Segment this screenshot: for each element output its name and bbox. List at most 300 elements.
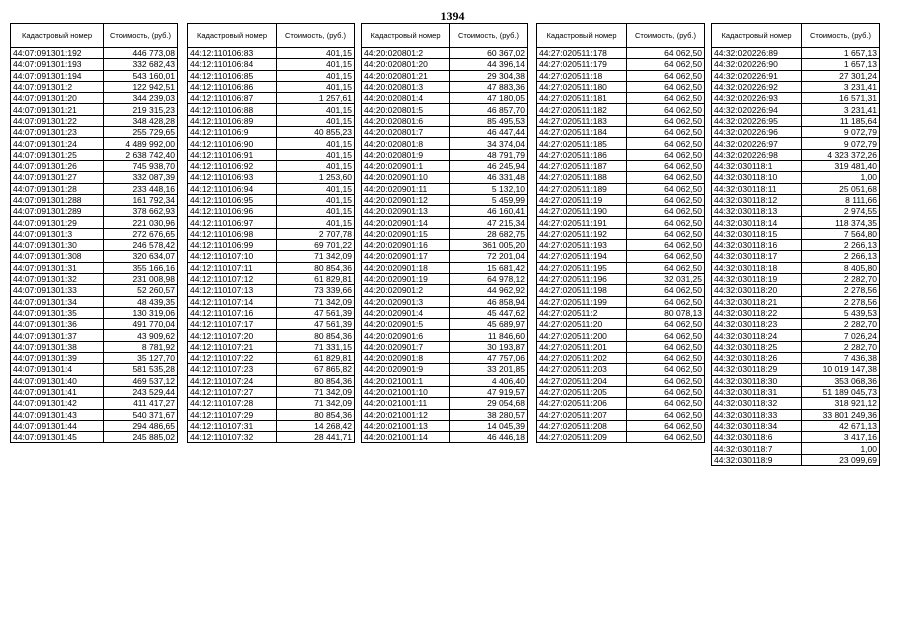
cadastral-number-cell: 44:07:091301:35 [11, 307, 104, 318]
cadastral-number-cell: 44:32:020226:97 [712, 138, 802, 149]
cost-cell: 28 441,71 [277, 432, 355, 443]
cost-cell: 45 447,62 [450, 307, 528, 318]
table-row [712, 172, 880, 183]
table-row [712, 307, 880, 318]
table-row [712, 296, 880, 307]
column-header-number: Кадастровый номер [11, 24, 104, 48]
cadastral-number-cell: 44:12:110106:86 [188, 81, 277, 92]
table-row [11, 138, 178, 149]
cadastral-number-cell: 44:12:110106:84 [188, 59, 277, 70]
cadastral-number-cell: 44:27:020511:193 [537, 240, 627, 251]
cadastral-number-cell: 44:20:021001:14 [362, 432, 450, 443]
cadastral-number-cell: 44:20:020801:7 [362, 127, 450, 138]
cost-cell: 47 561,39 [277, 307, 355, 318]
cost-cell: 401,15 [277, 59, 355, 70]
cost-cell: 231 008,98 [104, 273, 178, 284]
table-row [537, 375, 705, 386]
cadastral-number-cell: 44:20:020801:20 [362, 59, 450, 70]
cost-cell: 43 909,62 [104, 330, 178, 341]
cost-cell: 64 062,50 [627, 341, 705, 352]
cadastral-number-cell: 44:12:110106:91 [188, 149, 277, 160]
cadastral-number-cell: 44:12:110106:89 [188, 115, 277, 126]
cadastral-number-cell: 44:07:091301:34 [11, 296, 104, 307]
cost-cell: 5 132,10 [450, 183, 528, 194]
cost-cell: 46 331,48 [450, 172, 528, 183]
cadastral-number-cell: 44:32:030118:16 [712, 240, 802, 251]
cadastral-number-cell: 44:27:020511:183 [537, 115, 627, 126]
cadastral-number-cell: 44:12:110107:23 [188, 364, 277, 375]
table-row [712, 319, 880, 330]
cadastral-number-cell: 44:12:110106:90 [188, 138, 277, 149]
cost-cell: 10 019 147,38 [802, 364, 880, 375]
cost-cell: 543 160,01 [104, 70, 178, 81]
table-row [712, 251, 880, 262]
cadastral-number-cell: 44:27:020511:207 [537, 409, 627, 420]
cadastral-number-cell: 44:32:030118:33 [712, 409, 802, 420]
cost-cell: 69 701,22 [277, 240, 355, 251]
cost-cell: 446 773,08 [104, 48, 178, 59]
table-row [712, 48, 880, 59]
table-row [362, 194, 528, 205]
table-row [188, 240, 355, 251]
cadastral-number-cell: 44:32:020226:91 [712, 70, 802, 81]
cost-cell: 122 942,51 [104, 81, 178, 92]
cost-cell: 2 282,70 [802, 341, 880, 352]
cadastral-number-cell: 44:27:020511:209 [537, 432, 627, 443]
cost-cell: 5 459,99 [450, 194, 528, 205]
cadastral-number-cell: 44:07:091301:28 [11, 183, 104, 194]
table-row [188, 398, 355, 409]
table-row [11, 432, 178, 443]
cadastral-number-cell: 44:32:020226:94 [712, 104, 802, 115]
cadastral-number-cell: 44:07:091301:26 [11, 160, 104, 171]
table-row [362, 420, 528, 431]
cadastral-number-cell: 44:32:030118:19 [712, 273, 802, 284]
cadastral-number-cell: 44:27:020511:185 [537, 138, 627, 149]
cadastral-number-cell: 44:20:020901:8 [362, 353, 450, 364]
cost-cell: 355 166,16 [104, 262, 178, 273]
cadastral-number-cell: 44:12:110106:94 [188, 183, 277, 194]
table-row [712, 104, 880, 115]
table-row [11, 115, 178, 126]
cost-cell: 2 638 742,40 [104, 149, 178, 160]
column-header-cost: Стоимость, (руб.) [627, 24, 705, 48]
cost-cell: 64 062,50 [627, 285, 705, 296]
cost-cell: 11 185,64 [802, 115, 880, 126]
cost-cell: 378 662,93 [104, 206, 178, 217]
cadastral-number-cell: 44:32:030118:7 [712, 443, 802, 454]
table-row [362, 273, 528, 284]
cost-cell: 15 681,42 [450, 262, 528, 273]
cadastral-number-cell: 44:27:020511:184 [537, 127, 627, 138]
table-row [537, 138, 705, 149]
column-header-cost: Стоимость, (руб.) [104, 24, 178, 48]
cadastral-number-cell: 44:07:091301:29 [11, 217, 104, 228]
cost-cell: 64 062,50 [627, 386, 705, 397]
table-row [188, 307, 355, 318]
table-row [537, 353, 705, 364]
cost-cell: 67 865,82 [277, 364, 355, 375]
cadastral-number-cell: 44:27:020511:179 [537, 59, 627, 70]
cadastral-number-cell: 44:27:020511:178 [537, 48, 627, 59]
table-row [188, 115, 355, 126]
cost-cell: 42 671,13 [802, 420, 880, 431]
cost-cell: 29 054,68 [450, 398, 528, 409]
table-row [188, 172, 355, 183]
table-row [537, 127, 705, 138]
cadastral-table-5 [711, 23, 880, 466]
cadastral-number-cell: 44:27:020511:192 [537, 228, 627, 239]
cadastral-number-cell: 44:27:020511:199 [537, 296, 627, 307]
table-row [11, 127, 178, 138]
cadastral-number-cell: 44:27:020511:19 [537, 194, 627, 205]
table-row [362, 81, 528, 92]
cost-cell: 64 062,50 [627, 149, 705, 160]
table-row [537, 217, 705, 228]
table-row [537, 307, 705, 318]
table-row [11, 206, 178, 217]
cost-cell: 64 062,50 [627, 194, 705, 205]
cadastral-table-3 [361, 23, 528, 443]
cost-cell: 64 978,12 [450, 273, 528, 284]
cost-cell: 745 938,70 [104, 160, 178, 171]
table-row [712, 149, 880, 160]
cadastral-number-cell: 44:27:020511:204 [537, 375, 627, 386]
cost-cell: 64 062,50 [627, 138, 705, 149]
cadastral-number-cell: 44:20:021001:11 [362, 398, 450, 409]
cost-cell: 4 323 372,26 [802, 149, 880, 160]
cost-cell: 245 885,02 [104, 432, 178, 443]
cadastral-number-cell: 44:32:030118:14 [712, 217, 802, 228]
cadastral-number-cell: 44:07:091301:43 [11, 409, 104, 420]
cost-cell: 272 676,65 [104, 228, 178, 239]
table-row [712, 217, 880, 228]
table-row [712, 70, 880, 81]
table-row [362, 228, 528, 239]
cost-cell: 2 278,56 [802, 296, 880, 307]
cost-cell: 80 078,13 [627, 307, 705, 318]
table-row [188, 59, 355, 70]
table-row [11, 70, 178, 81]
cadastral-number-cell: 44:07:091301:30 [11, 240, 104, 251]
cadastral-number-cell: 44:12:110107:12 [188, 273, 277, 284]
cadastral-number-cell: 44:07:091301:37 [11, 330, 104, 341]
cadastral-number-cell: 44:07:091301:192 [11, 48, 104, 59]
cost-cell: 401,15 [277, 217, 355, 228]
cadastral-number-cell: 44:27:020511:200 [537, 330, 627, 341]
cost-cell: 64 062,50 [627, 93, 705, 104]
cadastral-number-cell: 44:12:110107:13 [188, 285, 277, 296]
table-row [362, 307, 528, 318]
table-row [537, 149, 705, 160]
cadastral-number-cell: 44:12:110106:87 [188, 93, 277, 104]
table-row [188, 183, 355, 194]
cost-cell: 4 489 992,00 [104, 138, 178, 149]
cadastral-number-cell: 44:07:091301:33 [11, 285, 104, 296]
table-row [362, 138, 528, 149]
cost-cell: 64 062,50 [627, 206, 705, 217]
cadastral-number-cell: 44:07:091301:20 [11, 93, 104, 104]
table-row [188, 48, 355, 59]
cadastral-number-cell: 44:32:020226:89 [712, 48, 802, 59]
table-row [11, 172, 178, 183]
table-row [537, 285, 705, 296]
table-row [188, 81, 355, 92]
cost-cell: 64 062,50 [627, 217, 705, 228]
table-row [188, 420, 355, 431]
table-row [362, 353, 528, 364]
cost-cell: 221 030,96 [104, 217, 178, 228]
cost-cell: 8 405,80 [802, 262, 880, 273]
table-row [537, 81, 705, 92]
cadastral-number-cell: 44:27:020511:203 [537, 364, 627, 375]
cost-cell: 1 257,61 [277, 93, 355, 104]
cost-cell: 3 417,16 [802, 432, 880, 443]
cost-cell: 64 062,50 [627, 432, 705, 443]
table-row [537, 420, 705, 431]
cadastral-number-cell: 44:27:020511:194 [537, 251, 627, 262]
cost-cell: 7 436,38 [802, 353, 880, 364]
cadastral-number-cell: 44:07:091301:288 [11, 194, 104, 205]
table-row [188, 273, 355, 284]
cadastral-number-cell: 44:12:110107:14 [188, 296, 277, 307]
cadastral-number-cell: 44:07:091301:22 [11, 115, 104, 126]
cost-cell: 1 657,13 [802, 48, 880, 59]
table-row [362, 59, 528, 70]
cadastral-number-cell: 44:20:020801:3 [362, 81, 450, 92]
cadastral-number-cell: 44:07:091301:4 [11, 364, 104, 375]
table-row [11, 104, 178, 115]
table-row [188, 296, 355, 307]
cadastral-number-cell: 44:32:030118:10 [712, 172, 802, 183]
table-row [188, 386, 355, 397]
table-row [362, 206, 528, 217]
cadastral-number-cell: 44:12:110106:92 [188, 160, 277, 171]
cost-cell: 48 791,79 [450, 149, 528, 160]
table-row [11, 183, 178, 194]
cost-cell: 7 564,80 [802, 228, 880, 239]
cadastral-number-cell: 44:20:020901:18 [362, 262, 450, 273]
cadastral-number-cell: 44:07:091301:27 [11, 172, 104, 183]
cadastral-number-cell: 44:27:020511:189 [537, 183, 627, 194]
cadastral-number-cell: 44:32:030118:29 [712, 364, 802, 375]
table-row [712, 273, 880, 284]
table-row [11, 341, 178, 352]
cost-cell: 80 854,36 [277, 262, 355, 273]
cost-cell: 47 180,05 [450, 93, 528, 104]
column-header-number: Кадастровый номер [188, 24, 277, 48]
cadastral-number-cell: 44:12:110107:28 [188, 398, 277, 409]
table-row [362, 409, 528, 420]
cadastral-number-cell: 44:32:020226:95 [712, 115, 802, 126]
table-row [11, 93, 178, 104]
table-row [537, 319, 705, 330]
table-row [537, 172, 705, 183]
cadastral-number-cell: 44:20:020801:5 [362, 104, 450, 115]
cost-cell: 28 682,75 [450, 228, 528, 239]
table-row [712, 228, 880, 239]
table-row [11, 409, 178, 420]
cost-cell: 64 062,50 [627, 330, 705, 341]
cadastral-number-cell: 44:12:110106:88 [188, 104, 277, 115]
cost-cell: 47 215,34 [450, 217, 528, 228]
table-row [11, 386, 178, 397]
cost-cell: 401,15 [277, 138, 355, 149]
cost-cell: 2 974,55 [802, 206, 880, 217]
cost-cell: 401,15 [277, 70, 355, 81]
cadastral-number-cell: 44:12:110107:11 [188, 262, 277, 273]
cadastral-number-cell: 44:20:020901:3 [362, 296, 450, 307]
cadastral-number-cell: 44:07:091301:36 [11, 319, 104, 330]
cadastral-number-cell: 44:27:020511:195 [537, 262, 627, 273]
cadastral-number-cell: 44:07:091301:3 [11, 228, 104, 239]
cadastral-number-cell: 44:07:091301:31 [11, 262, 104, 273]
cadastral-number-cell: 44:20:021001:1 [362, 375, 450, 386]
cadastral-number-cell: 44:32:030118:15 [712, 228, 802, 239]
table-row [712, 420, 880, 431]
cost-cell: 64 062,50 [627, 420, 705, 431]
table-row [11, 262, 178, 273]
table-row [362, 127, 528, 138]
cost-cell: 80 854,36 [277, 330, 355, 341]
cost-cell: 64 062,50 [627, 160, 705, 171]
cost-cell: 71 331,15 [277, 341, 355, 352]
cost-cell: 2 266,13 [802, 240, 880, 251]
cadastral-number-cell: 44:27:020511:205 [537, 386, 627, 397]
table-row [537, 206, 705, 217]
cost-cell: 2 278,56 [802, 285, 880, 296]
table-row [362, 93, 528, 104]
cadastral-number-cell: 44:27:020511:182 [537, 104, 627, 115]
table-row [362, 364, 528, 375]
table-row [362, 70, 528, 81]
cadastral-number-cell: 44:27:020511:201 [537, 341, 627, 352]
cost-cell: 33 801 249,36 [802, 409, 880, 420]
table-row [362, 217, 528, 228]
cadastral-number-cell: 44:32:030118:6 [712, 432, 802, 443]
cost-cell: 2 707,78 [277, 228, 355, 239]
table-row [712, 160, 880, 171]
cost-cell: 80 854,36 [277, 409, 355, 420]
cadastral-number-cell: 44:07:091301:25 [11, 149, 104, 160]
table-row [11, 194, 178, 205]
cadastral-number-cell: 44:12:110107:27 [188, 386, 277, 397]
table-row [11, 228, 178, 239]
cadastral-number-cell: 44:32:020226:90 [712, 59, 802, 70]
cost-cell: 64 062,50 [627, 183, 705, 194]
cost-cell: 64 062,50 [627, 48, 705, 59]
cadastral-number-cell: 44:07:091301:44 [11, 420, 104, 431]
cadastral-number-cell: 44:32:030118:13 [712, 206, 802, 217]
cost-cell: 46 858,94 [450, 296, 528, 307]
table-row [712, 240, 880, 251]
cost-cell: 46 446,18 [450, 432, 528, 443]
cadastral-number-cell: 44:20:020901:5 [362, 319, 450, 330]
cost-cell: 2 282,70 [802, 273, 880, 284]
table-row [712, 364, 880, 375]
table-row [362, 296, 528, 307]
cadastral-number-cell: 44:20:020901:12 [362, 194, 450, 205]
table-row [188, 251, 355, 262]
cost-cell: 243 529,44 [104, 386, 178, 397]
table-row [188, 217, 355, 228]
table-row [712, 409, 880, 420]
cost-cell: 64 062,50 [627, 262, 705, 273]
cadastral-number-cell: 44:20:020901:4 [362, 307, 450, 318]
cadastral-number-cell: 44:20:020901:6 [362, 330, 450, 341]
cost-cell: 320 634,07 [104, 251, 178, 262]
cadastral-number-cell: 44:32:020226:96 [712, 127, 802, 138]
cost-cell: 46 245,94 [450, 160, 528, 171]
cadastral-number-cell: 44:27:020511:2 [537, 307, 627, 318]
table-row [362, 375, 528, 386]
cadastral-number-cell: 44:27:020511:188 [537, 172, 627, 183]
table-row [712, 115, 880, 126]
cost-cell: 401,15 [277, 194, 355, 205]
table-row [712, 454, 880, 465]
cadastral-number-cell: 44:07:091301:38 [11, 341, 104, 352]
table-row [11, 353, 178, 364]
cost-cell: 1,00 [802, 172, 880, 183]
cadastral-number-cell: 44:12:110106:85 [188, 70, 277, 81]
cost-cell: 71 342,09 [277, 296, 355, 307]
cost-cell: 35 127,70 [104, 353, 178, 364]
table-row [712, 386, 880, 397]
cost-cell: 64 062,50 [627, 104, 705, 115]
cadastral-number-cell: 44:12:110107:17 [188, 319, 277, 330]
cost-cell: 46 160,41 [450, 206, 528, 217]
cost-cell: 80 854,36 [277, 375, 355, 386]
table-row [11, 296, 178, 307]
table-row [11, 319, 178, 330]
table-row [712, 206, 880, 217]
table-row [188, 194, 355, 205]
cost-cell: 401,15 [277, 115, 355, 126]
table-row [537, 115, 705, 126]
cadastral-number-cell: 44:07:091301:2 [11, 81, 104, 92]
cost-cell: 64 062,50 [627, 81, 705, 92]
table-row [537, 262, 705, 273]
table-row [712, 59, 880, 70]
cadastral-number-cell: 44:20:020901:7 [362, 341, 450, 352]
cadastral-number-cell: 44:32:030118:17 [712, 251, 802, 262]
table-row [537, 386, 705, 397]
table-row [362, 48, 528, 59]
table-row [537, 194, 705, 205]
cost-cell: 401,15 [277, 81, 355, 92]
cost-cell: 47 919,57 [450, 386, 528, 397]
cost-cell: 46 447,44 [450, 127, 528, 138]
table-row [11, 398, 178, 409]
column-header-number: Кадастровый номер [537, 24, 627, 48]
cost-cell: 3 231,41 [802, 104, 880, 115]
cadastral-table-1 [10, 23, 178, 443]
table-row [188, 432, 355, 443]
table-row [712, 432, 880, 443]
cadastral-number-cell: 44:20:020801:2 [362, 48, 450, 59]
table-row [188, 319, 355, 330]
cost-cell: 540 371,67 [104, 409, 178, 420]
cadastral-table-4 [536, 23, 705, 443]
cost-cell: 246 578,42 [104, 240, 178, 251]
cadastral-number-cell: 44:32:030118:34 [712, 420, 802, 431]
cost-cell: 14 045,39 [450, 420, 528, 431]
cost-cell: 61 829,81 [277, 273, 355, 284]
cadastral-number-cell: 44:27:020511:181 [537, 93, 627, 104]
table-row [188, 149, 355, 160]
cadastral-number-cell: 44:20:020801:9 [362, 149, 450, 160]
cadastral-number-cell: 44:12:110107:16 [188, 307, 277, 318]
